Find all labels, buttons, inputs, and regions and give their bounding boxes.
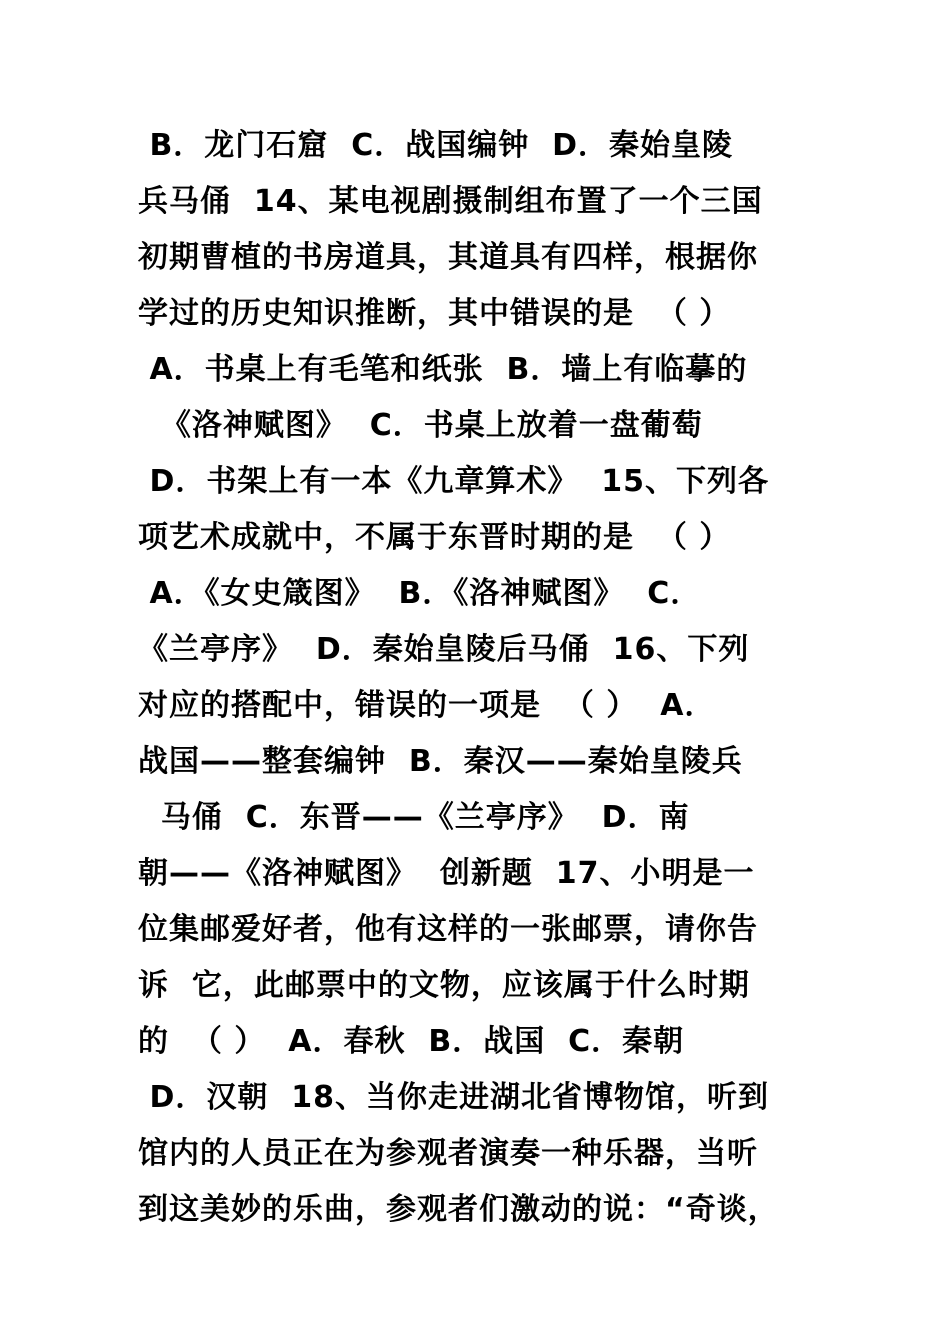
text-line: 朝——《洛神赋图》 创新题 17、小明是一 (138, 856, 755, 891)
text-line: 初期曹植的书房道具，其道具有四样，根据你 (138, 240, 758, 275)
text-line: 《洛神赋图》 C．书桌上放着一盘葡萄 (138, 408, 703, 443)
text-line: 诉 它，此邮票中的文物，应该属于什么时期 (138, 968, 750, 1003)
document-body (138, 118, 828, 1238)
text-line: A．书桌上有毛笔和纸张 B．墙上有临摹的 (138, 352, 748, 387)
text-line: 馆内的人员正在为参观者演奏一种乐器，当听 (138, 1136, 758, 1171)
text-line: 对应的搭配中，错误的一项是 （ ） A． (138, 688, 716, 723)
text-line: 项艺术成就中，不属于东晋时期的是 （ ） (138, 520, 731, 555)
text-line: B．龙门石窟 C．战国编钟 D．秦始皇陵 (138, 128, 734, 163)
text-line: 的 （ ） A．春秋 B．战国 C．秦朝 (138, 1024, 685, 1059)
text-line: 位集邮爱好者，他有这样的一张邮票，请你告 (138, 912, 758, 947)
text-line: 到这美妙的乐曲，参观者们激动的说：“奇谈， (138, 1192, 779, 1227)
text-line: 《兰亭序》 D．秦始皇陵后马俑 16、下列 (138, 632, 750, 667)
text-line: D．书架上有一本《九章算术》 15、下列各 (138, 464, 769, 499)
text-line: 马俑 C．东晋——《兰亭序》 D．南 (138, 800, 690, 835)
text-line: 兵马俑 14、某电视剧摄制组布置了一个三国 (138, 184, 763, 219)
text-line: 战国——整套编钟 B．秦汉——秦始皇陵兵 (138, 744, 743, 779)
text-line: A．《女史箴图》 B．《洛神赋图》 C． (138, 576, 702, 611)
text-line: D．汉朝 18、当你走进湖北省博物馆，听到 (138, 1080, 769, 1115)
text-line: 学过的历史知识推断，其中错误的是 （ ） (138, 296, 731, 331)
